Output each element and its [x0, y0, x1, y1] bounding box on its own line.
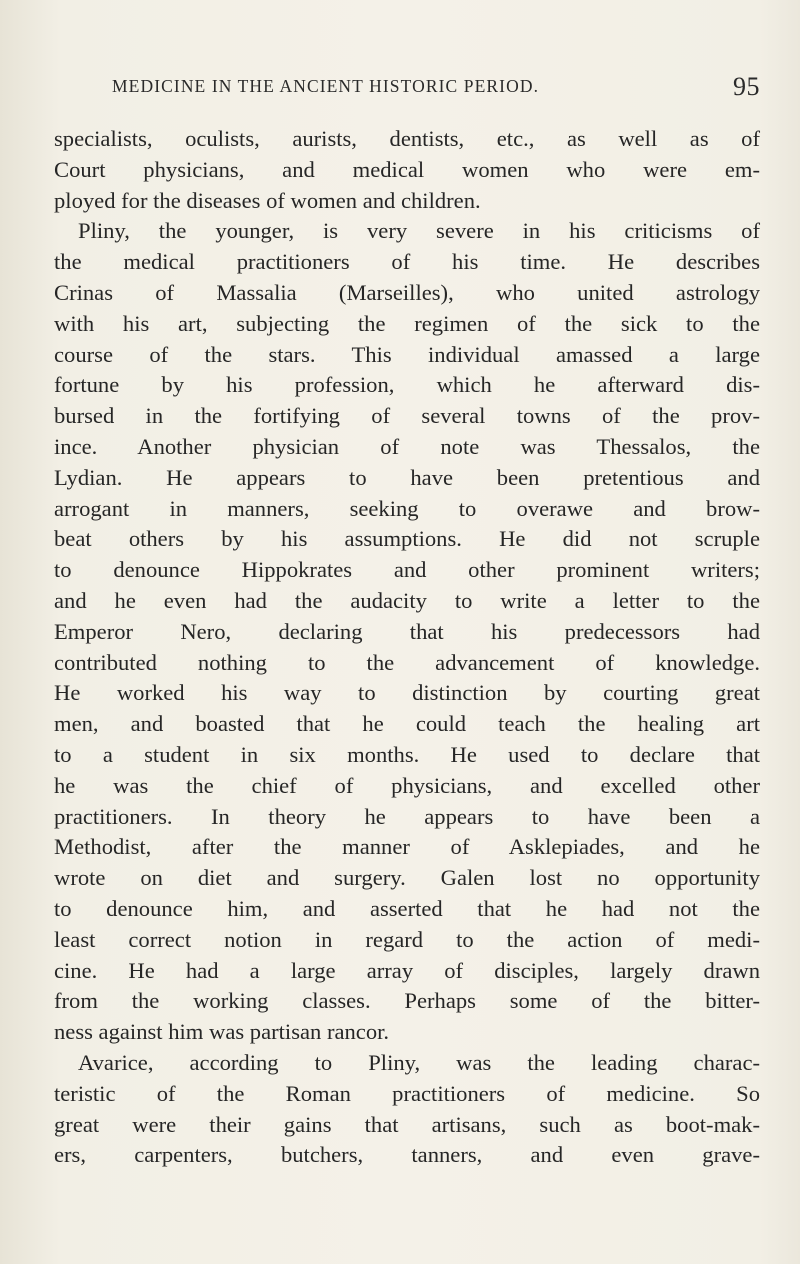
- text-line: Avarice, according to Pliny, was the leading charac-: [78, 1049, 760, 1075]
- text-line: Court physicians, and medical women who were em-: [54, 156, 760, 182]
- text-line: least correct notion in regard to the action of medi-: [54, 926, 760, 952]
- text-line: bursed in the fortifying of several towns of the prov-: [54, 403, 760, 429]
- text-line: great were their gains that artisans, such as boot-mak-: [54, 1111, 760, 1137]
- text-line: ployed for the diseases of women and children.: [54, 187, 481, 213]
- text-line: He worked his way to distinction by courting great: [54, 680, 760, 706]
- text-line: and he even had the audacity to write a letter to the: [54, 587, 760, 613]
- text-line: Methodist, after the manner of Asklepiades, and he: [54, 834, 760, 860]
- running-head: MEDICINE IN THE ANCIENT HISTORIC PERIOD.: [112, 76, 540, 96]
- text-line: to denounce Hippokrates and other prominent writers;: [54, 557, 760, 583]
- text-line: from the working classes. Perhaps some of the bitter-: [54, 988, 760, 1014]
- body-text: [54, 124, 760, 1171]
- text-line: beat others by his assumptions. He did not scruple: [54, 526, 760, 552]
- text-line: men, and boasted that he could teach the healing art: [54, 711, 760, 737]
- text-line: teristic of the Roman practitioners of medicine. So: [54, 1080, 760, 1106]
- text-line: to denounce him, and asserted that he had not the: [54, 895, 760, 921]
- text-line: fortune by his profession, which he afterward dis-: [54, 372, 760, 398]
- text-line: the medical practitioners of his time. He describes: [54, 249, 760, 275]
- text-line: to a student in six months. He used to declare that: [54, 741, 760, 767]
- text-line: arrogant in manners, seeking to overawe and brow-: [54, 495, 760, 521]
- text-line: Lydian. He appears to have been pretentious and: [54, 464, 760, 490]
- text-line: Emperor Nero, declaring that his predecessors had: [54, 618, 760, 644]
- text-line: he was the chief of physicians, and excelled other: [54, 772, 760, 798]
- text-line: course of the stars. This individual amassed a large: [54, 341, 760, 367]
- text-line: wrote on diet and surgery. Galen lost no opportunity: [54, 865, 760, 891]
- text-line: Pliny, the younger, is very severe in his criticisms of: [78, 218, 760, 244]
- text-line: specialists, oculists, aurists, dentists, etc., as well as of: [54, 126, 760, 151]
- text-line: ness against him was partisan rancor.: [54, 1019, 390, 1045]
- text-line: Crinas of Massalia (Marseilles), who united astrology: [54, 279, 760, 305]
- text-line: ers, carpenters, butchers, tanners, and even grave-: [54, 1142, 760, 1168]
- text-line: ince. Another physician of note was Thessalos, the: [54, 433, 760, 459]
- text-line: practitioners. In theory he appears to have been a: [54, 803, 760, 829]
- text-line: contributed nothing to the advancement of knowledge.: [54, 649, 760, 675]
- text-line: with his art, subjecting the regimen of the sick to the: [54, 310, 760, 336]
- page-number: 95: [733, 72, 760, 101]
- page-header: [56, 72, 760, 104]
- text-line: cine. He had a large array of disciples, largely drawn: [54, 957, 760, 983]
